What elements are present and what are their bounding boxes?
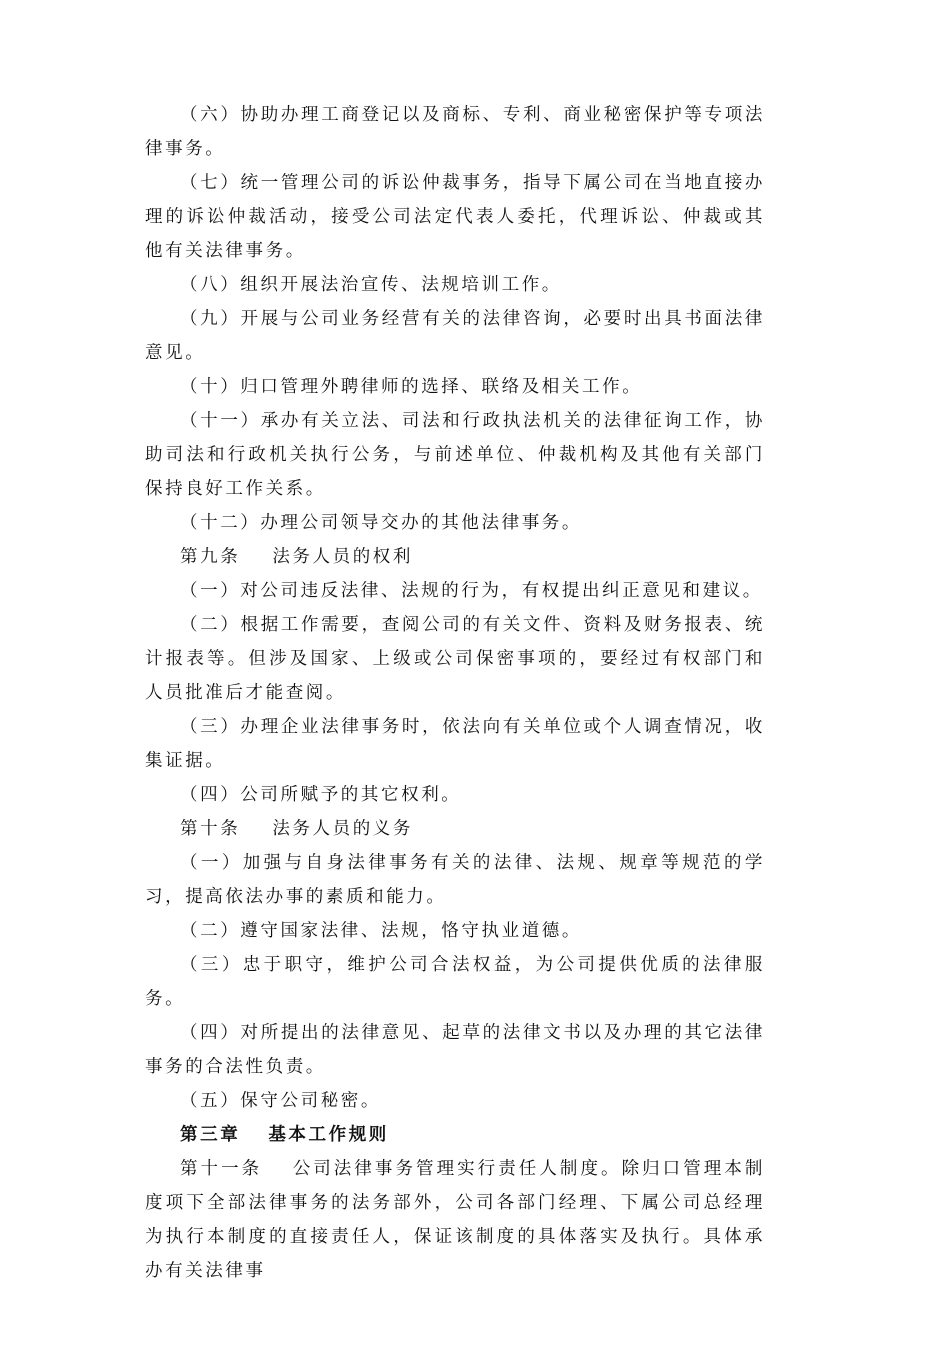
article-10-number: 第十条: [180, 819, 241, 839]
paragraph-11: （十一）承办有关立法、司法和行政执法机关的法律征询工作，协助司法和行政机关执行公务，与前述单位、仲裁机构及其他有关部门保持良好工作关系。: [145, 411, 765, 499]
duties-item-3: （三）忠于职守，维护公司合法权益，为公司提供优质的法律服务。: [145, 955, 765, 1009]
article-11-number: 第十一条: [180, 1159, 263, 1179]
article-11-text: 公司法律事务管理实行责任人制度。除归口管理本制度项下全部法律事务的法务部外，公司各部门经理、下属公司总经理为执行本制度的直接责任人，保证该制度的具体落实及执行。具体承办有关法律事: [145, 1159, 765, 1281]
article-9-title: 法务人员的权利: [272, 547, 414, 567]
article-10-heading: [145, 812, 765, 846]
paragraph-9: （九）开展与公司业务经营有关的法律咨询，必要时出具书面法律意见。: [145, 309, 765, 363]
article-10-title: 法务人员的义务: [272, 819, 414, 839]
rights-item-1: （一）对公司违反法律、法规的行为，有权提出纠正意见和建议。: [180, 581, 763, 601]
chapter-3-number: 第三章: [180, 1125, 241, 1145]
duties-item-1: （一）加强与自身法律事务有关的法律、法规、规章等规范的学习，提高依法办事的素质和能力。: [145, 853, 765, 907]
rights-item-4: （四）公司所赋予的其它权利。: [180, 785, 462, 805]
rights-item-2: （二）根据工作需要，查阅公司的有关文件、资料及财务报表、统计报表等。但涉及国家、上级或公司保密事项的，要经过有权部门和人员批准后才能查阅。: [145, 615, 765, 703]
chapter-3-title: 基本工作规则: [268, 1125, 389, 1145]
chapter-3-heading: [145, 1118, 765, 1152]
article-9-heading: [145, 540, 765, 574]
paragraph-6: （六）协助办理工商登记以及商标、专利、商业秘密保护等专项法律事务。: [145, 105, 765, 159]
duties-item-5: （五）保守公司秘密。: [180, 1091, 381, 1111]
paragraph-12: （十二）办理公司领导交办的其他法律事务。: [180, 513, 582, 533]
paragraph-7: （七）统一管理公司的诉讼仲裁事务，指导下属公司在当地直接办理的诉讼仲裁活动，接受公司法定代表人委托，代理诉讼、仲裁或其他有关法律事务。: [145, 173, 765, 261]
document-body: [145, 98, 765, 1288]
paragraph-8: （八）组织开展法治宣传、法规培训工作。: [180, 275, 562, 295]
rights-item-3: （三）办理企业法律事务时，依法向有关单位或个人调查情况，收集证据。: [145, 717, 765, 771]
paragraph-10: （十）归口管理外聘律师的选择、联络及相关工作。: [180, 377, 643, 397]
duties-item-2: （二）遵守国家法律、法规，恪守执业道德。: [180, 921, 582, 941]
article-9-number: 第九条: [180, 547, 241, 567]
duties-item-4: （四）对所提出的法律意见、起草的法律文书以及办理的其它法律事务的合法性负责。: [145, 1023, 765, 1077]
article-11-paragraph: [145, 1152, 765, 1288]
